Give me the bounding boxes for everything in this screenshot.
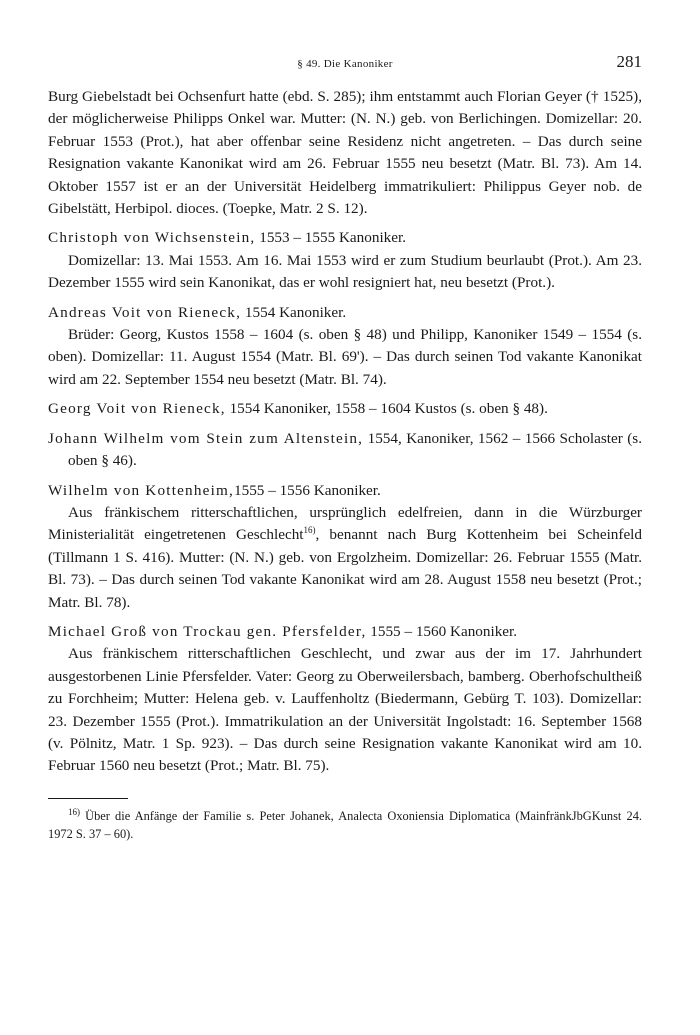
entry-kottenheim [48,480,642,614]
entry-name: Georg Voit von Rieneck, [48,400,226,418]
entry-heading [48,621,642,643]
page-number: 281 [616,52,642,71]
page-body [48,86,642,778]
entry-name: Christoph von Wichsenstein, [48,229,256,247]
entry-name: Johann Wilhelm vom Stein zum Altenstein, [48,429,364,447]
page-header [48,52,642,78]
entry-dates: 1555 – 1556 Kanoniker. [234,481,381,499]
entry-stein-altenstein [48,428,642,473]
entry-dates: 1554, Kanoniker, 1562 – 1566 Scholaster (s. oben § 46). [68,429,642,470]
entry-heading [48,428,642,473]
entry-name: Wilhelm von Kottenheim, [48,481,235,499]
entry-voit-georg [48,398,642,420]
entry-heading [48,480,642,502]
footnote [48,807,642,843]
entry-body: Brüder: Georg, Kustos 1558 – 1604 (s. oben § 48) und Philipp, Kanoniker 1549 – 1554 (s. oben). Domizellar: 11. August 1554 (Matr. Bl. 69'). – Das durch seinen Tod vakante Kanonikat wird am 22. September 1554 neu besetzt (Matr. Bl. 74). [48,326,642,388]
book-page [48,52,642,855]
entry-dates: 1555 – 1560 Kanoniker. [366,622,518,640]
entry-voit-andreas [48,302,642,392]
footnote-divider [48,798,128,799]
entry-gross-trockau [48,621,642,778]
entry-body-text: , benannt nach Burg Kottenheim bei Scheinfeld (Tillmann 1 S. 416). Mutter: (N. N.) geb. von Ergolzheim. Domizellar: 26. Februar 1555 (Matr. Bl. 73). – Das durch seinen Tod vakante Kanonikat wird am 28. August 1558 neu besetzt (Prot.; Matr. Bl. 78). [48,526,643,611]
running-head: § 49. Die Kanoniker [297,58,393,70]
footnote-mark: 16) [68,806,80,817]
entry-name: Michael Groß von Trockau gen. Pfersfelder, [48,622,367,640]
entry-dates: 1554 Kanoniker, 1558 – 1604 Kustos (s. oben § 48). [225,400,548,418]
intro-paragraph: Burg Giebelstadt bei Ochsenfurt hatte (ebd. S. 285); ihm entstammt auch Florian Geyer († 1525), der möglicherweise Philipps Onkel war. Mutter: (N. N.) geb. von Berlichingen. Domizellar: 20. Februar 1553 (Prot.), hat aber offenbar seine Residenz nicht angetreten. – Das durch seine Resignation vakante Kanonikat wird am 26. Februar 1555 neu besetzt (Matr. Bl. 73). Am 14. Oktober 1557 ist er an der Universität Heidelberg immatrikuliert: Philippus Geyer nob. de Gibelstätt, Herbipol. dioces. (Toepke, Matr. 2 S. 12). [48,88,642,218]
entry-body: Aus fränkischem ritterschaftlichen Geschlecht, und zwar aus der im 17. Jahrhundert ausgestorbenen Linie Pfersfelder. Vater: Georg zu Oberweilersbach, bamberg. Oberhofschultheiß zu Forchheim; Mutter: Helena geb. v. Lauffenholtz (Biedermann, Gebürg T. 103). Domizellar: 23. Dezember 1555 (Prot.). Immatrikulation an der Universität Ingolstadt: 16. September 1568 (v. Pölnitz, Matr. 1 Sp. 923). – Das durch seine Resignation vakante Kanonikat wird am 10. Februar 1560 neu besetzt (Prot.; Matr. Bl. 75). [48,645,642,775]
entry-body [48,502,642,614]
entry-body-text: Aus fränkischem ritterschaftlichen, ursprünglich edelfreien, dann in die Würzburger Ministerialität eingetretenen Geschlecht [48,503,642,544]
footnote-reference[interactable]: 16) [303,525,316,536]
entry-wichsenstein [48,227,642,294]
entry-heading [48,398,642,420]
entry-dates: 1553 – 1555 Kanoniker. [255,229,407,247]
entry-heading [48,227,642,249]
entry-body: Domizellar: 13. Mai 1553. Am 16. Mai 1553 wird er zum Studium beurlaubt (Prot.). Am 23. Dezember 1555 wird sein Kanonikat, das er wohl resigniert hat, neu besetzt (Prot.). [48,251,642,292]
entry-heading [48,302,642,324]
entry-dates: 1554 Kanoniker. [241,303,347,321]
entry-name: Andreas Voit von Rieneck, [48,303,242,321]
footnote-text: Über die Anfänge der Familie s. Peter Johanek, Analecta Oxoniensia Diplomatica (MainfränkJbGKunst 24. 1972 S. 37 – 60). [48,808,642,841]
